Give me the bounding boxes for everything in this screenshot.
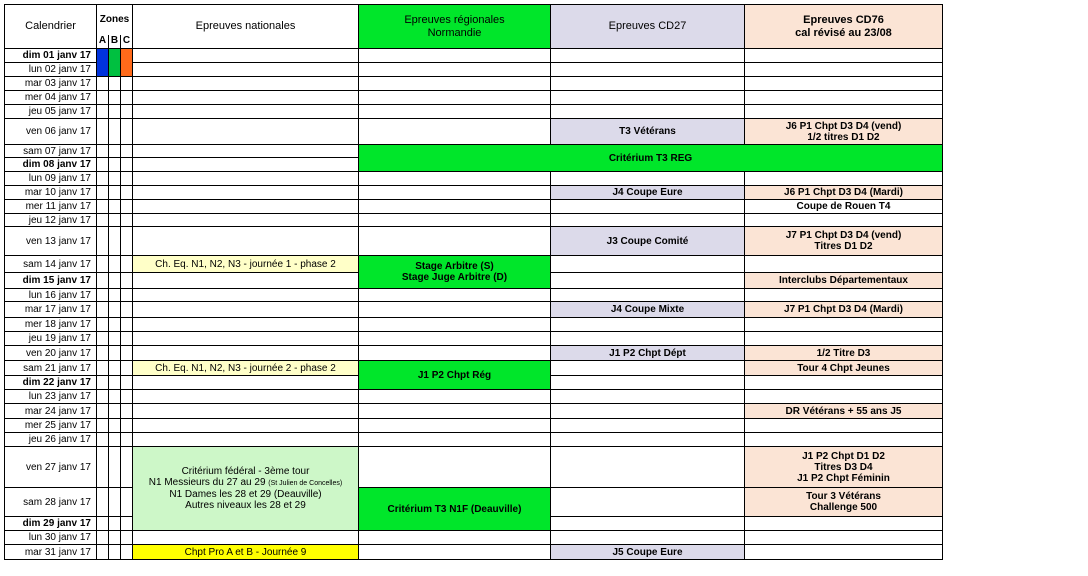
reg-cell bbox=[359, 447, 551, 488]
cd76-cell bbox=[745, 332, 943, 346]
zone-b-cell bbox=[109, 419, 121, 433]
zone-a-cell bbox=[97, 318, 109, 332]
zone-c-cell bbox=[121, 488, 133, 517]
zone-a-cell bbox=[97, 488, 109, 517]
nat-cell bbox=[133, 91, 359, 105]
zone-b-cell bbox=[109, 346, 121, 361]
reg-cell bbox=[359, 91, 551, 105]
date-cell: mar 24 janv 17 bbox=[5, 404, 97, 419]
date-cell: mar 03 janv 17 bbox=[5, 77, 97, 91]
zone-a-color bbox=[97, 49, 109, 77]
header-regionales-line1: Epreuves régionales bbox=[404, 13, 505, 26]
zone-a-cell bbox=[97, 145, 109, 158]
cd76-event: J7 P1 Chpt D3 D4 (Mardi) bbox=[745, 302, 943, 318]
cd76-cell bbox=[745, 105, 943, 119]
nat-cell bbox=[133, 332, 359, 346]
reg-cell bbox=[359, 346, 551, 361]
zone-c-cell bbox=[121, 91, 133, 105]
nat-cell bbox=[133, 186, 359, 200]
header-cd76 bbox=[745, 5, 943, 49]
zone-b-color bbox=[109, 49, 121, 77]
reg-cell bbox=[359, 63, 551, 77]
zone-a-cell bbox=[97, 302, 109, 318]
cd27-event: T3 Vétérans bbox=[551, 119, 745, 145]
reg-cell bbox=[359, 214, 551, 227]
date-cell: lun 02 janv 17 bbox=[5, 63, 97, 77]
cd76-cell bbox=[745, 433, 943, 447]
date-cell: sam 28 janv 17 bbox=[5, 488, 97, 517]
nat-cell bbox=[133, 531, 359, 545]
reg-cell bbox=[359, 105, 551, 119]
zone-b-cell bbox=[109, 488, 121, 517]
cd27-cell bbox=[551, 214, 745, 227]
cd76-event-line: J7 P1 Chpt D3 D4 (vend) bbox=[785, 230, 902, 241]
cd76-cell bbox=[745, 517, 943, 531]
zone-c-color bbox=[121, 49, 133, 77]
cd76-event bbox=[745, 447, 943, 488]
cd76-cell bbox=[745, 49, 943, 63]
nat-cell bbox=[133, 200, 359, 214]
zone-b-cell bbox=[109, 332, 121, 346]
zone-b-cell bbox=[109, 433, 121, 447]
header-cd27: Epreuves CD27 bbox=[551, 5, 745, 49]
cd27-cell bbox=[551, 390, 745, 404]
zone-a-cell bbox=[97, 227, 109, 256]
cd27-cell bbox=[551, 172, 745, 186]
cd76-event bbox=[745, 488, 943, 517]
zone-a-cell bbox=[97, 517, 109, 531]
header-regionales-line2: Normandie bbox=[427, 26, 482, 39]
zone-a-cell bbox=[97, 214, 109, 227]
zone-b-cell bbox=[109, 376, 121, 390]
nat-cell bbox=[133, 404, 359, 419]
zone-c-cell bbox=[121, 433, 133, 447]
nat-cell bbox=[133, 214, 359, 227]
header-nationales: Epreuves nationales bbox=[133, 5, 359, 49]
zone-a-cell bbox=[97, 256, 109, 273]
nat-cell bbox=[133, 63, 359, 77]
cd27-cell bbox=[551, 376, 745, 390]
reg-cell bbox=[359, 227, 551, 256]
nat-cell bbox=[133, 227, 359, 256]
nat-cell bbox=[133, 172, 359, 186]
reg-event-line: Stage Juge Arbitre (D) bbox=[401, 272, 508, 283]
nat-cell bbox=[133, 390, 359, 404]
cd27-cell bbox=[551, 433, 745, 447]
zone-a-cell bbox=[97, 531, 109, 545]
date-cell: jeu 12 janv 17 bbox=[5, 214, 97, 227]
date-cell: jeu 05 janv 17 bbox=[5, 105, 97, 119]
cd27-cell bbox=[551, 49, 745, 63]
reg-cell bbox=[359, 200, 551, 214]
cd27-cell bbox=[551, 77, 745, 91]
reg-event bbox=[359, 256, 551, 289]
reg-event: Critérium T3 N1F (Deauville) bbox=[359, 488, 551, 531]
zone-b-cell bbox=[109, 186, 121, 200]
date-cell: lun 30 janv 17 bbox=[5, 531, 97, 545]
nat-cell bbox=[133, 119, 359, 145]
zone-c-cell bbox=[121, 332, 133, 346]
date-cell: mer 25 janv 17 bbox=[5, 419, 97, 433]
zone-a-cell bbox=[97, 361, 109, 376]
cd27-cell bbox=[551, 105, 745, 119]
zone-c-cell bbox=[121, 200, 133, 214]
zone-b-cell bbox=[109, 77, 121, 91]
cd76-event-line: J1 P2 Chpt Féminin bbox=[797, 472, 890, 484]
zone-c-cell bbox=[121, 214, 133, 227]
date-cell: sam 21 janv 17 bbox=[5, 361, 97, 376]
date-cell: dim 08 janv 17 bbox=[5, 158, 97, 172]
cd76-cell bbox=[745, 77, 943, 91]
nat-event: Chpt Pro A et B - Journée 9 bbox=[133, 545, 359, 560]
zone-c-cell bbox=[121, 105, 133, 119]
zone-c-cell bbox=[121, 186, 133, 200]
nat-cell bbox=[133, 145, 359, 158]
cd76-cell bbox=[745, 531, 943, 545]
nat-event-line: Autres niveaux les 28 et 29 bbox=[185, 500, 306, 511]
zone-c-cell bbox=[121, 419, 133, 433]
zone-c-cell bbox=[121, 390, 133, 404]
zone-a-cell bbox=[97, 404, 109, 419]
zone-a-cell bbox=[97, 91, 109, 105]
cd27-cell bbox=[551, 419, 745, 433]
zone-c-cell bbox=[121, 256, 133, 273]
date-cell: lun 16 janv 17 bbox=[5, 289, 97, 302]
zone-c-cell bbox=[121, 361, 133, 376]
date-cell: ven 13 janv 17 bbox=[5, 227, 97, 256]
date-cell: mar 17 janv 17 bbox=[5, 302, 97, 318]
zone-c-cell bbox=[121, 376, 133, 390]
zone-b-cell bbox=[109, 119, 121, 145]
zone-b-cell bbox=[109, 200, 121, 214]
cd76-cell bbox=[745, 419, 943, 433]
zone-b-cell bbox=[109, 289, 121, 302]
reg-cell bbox=[359, 332, 551, 346]
zone-c-cell bbox=[121, 227, 133, 256]
zone-a-cell bbox=[97, 447, 109, 488]
reg-cell bbox=[359, 119, 551, 145]
cd76-cell bbox=[745, 390, 943, 404]
cd27-event: J4 Coupe Mixte bbox=[551, 302, 745, 318]
cd27-cell bbox=[551, 447, 745, 488]
cd27-event: J3 Coupe Comité bbox=[551, 227, 745, 256]
cd76-cell bbox=[745, 214, 943, 227]
reg-cell bbox=[359, 186, 551, 200]
zone-a-cell bbox=[97, 186, 109, 200]
cd27-cell bbox=[551, 63, 745, 77]
cd76-cell bbox=[745, 318, 943, 332]
zone-c-cell bbox=[121, 289, 133, 302]
cd76-event-line: Titres D3 D4 bbox=[814, 461, 873, 473]
reg-cell bbox=[359, 77, 551, 91]
reg-cell bbox=[359, 545, 551, 560]
cd27-event: J5 Coupe Eure bbox=[551, 545, 745, 560]
date-cell: jeu 26 janv 17 bbox=[5, 433, 97, 447]
zone-b-cell bbox=[109, 273, 121, 289]
zone-a-cell bbox=[97, 158, 109, 172]
date-cell: dim 29 janv 17 bbox=[5, 517, 97, 531]
reg-event-line: Stage Arbitre (S) bbox=[415, 261, 494, 272]
cd76-cell bbox=[745, 63, 943, 77]
zone-a-cell bbox=[97, 105, 109, 119]
zone-c-cell bbox=[121, 346, 133, 361]
date-cell: dim 01 janv 17 bbox=[5, 49, 97, 63]
zone-c-cell bbox=[121, 119, 133, 145]
date-cell: lun 09 janv 17 bbox=[5, 172, 97, 186]
zone-b-cell bbox=[109, 361, 121, 376]
nat-event-line: N1 Dames les 28 et 29 (Deauville) bbox=[169, 489, 322, 500]
zone-c-cell bbox=[121, 172, 133, 186]
reg-cell bbox=[359, 172, 551, 186]
nat-cell bbox=[133, 289, 359, 302]
nat-cell bbox=[133, 376, 359, 390]
nat-event-note: (St Julien de Concelles) bbox=[268, 480, 343, 487]
header-zones: Zones bbox=[97, 5, 133, 35]
cd76-event: DR Vétérans + 55 ans J5 bbox=[745, 404, 943, 419]
reg-cell bbox=[359, 433, 551, 447]
reg-cell bbox=[359, 419, 551, 433]
calendar-table bbox=[4, 4, 943, 560]
nat-event-line: Critérium fédéral - 3ème tour bbox=[181, 466, 310, 477]
header-regionales bbox=[359, 5, 551, 49]
zone-b-cell bbox=[109, 531, 121, 545]
zone-b-cell bbox=[109, 447, 121, 488]
reg-cell bbox=[359, 531, 551, 545]
date-cell: mar 31 janv 17 bbox=[5, 545, 97, 560]
zone-a-label: A bbox=[97, 35, 109, 49]
nat-cell bbox=[133, 49, 359, 63]
zone-a-cell bbox=[97, 119, 109, 145]
cd27-cell bbox=[551, 488, 745, 517]
cd76-event-line: 1/2 titres D1 D2 bbox=[807, 131, 880, 143]
header-calendrier: Calendrier bbox=[5, 5, 97, 49]
cd76-event bbox=[745, 227, 943, 256]
cd27-cell bbox=[551, 91, 745, 105]
cd76-cell bbox=[745, 91, 943, 105]
zone-c-cell bbox=[121, 531, 133, 545]
header-cd76-line2: cal révisé au 23/08 bbox=[795, 26, 892, 39]
date-cell: mer 04 janv 17 bbox=[5, 91, 97, 105]
zone-b-cell bbox=[109, 318, 121, 332]
cd76-event: J6 P1 Chpt D3 D4 (Mardi) bbox=[745, 186, 943, 200]
reg-cell bbox=[359, 318, 551, 332]
zone-c-cell bbox=[121, 404, 133, 419]
cd76-event: Coupe de Rouen T4 bbox=[745, 200, 943, 214]
zone-b-cell bbox=[109, 390, 121, 404]
zone-b-cell bbox=[109, 214, 121, 227]
zone-c-cell bbox=[121, 77, 133, 91]
zone-c-cell bbox=[121, 145, 133, 158]
nat-cell bbox=[133, 433, 359, 447]
cd27-event: J1 P2 Chpt Dépt bbox=[551, 346, 745, 361]
cd76-event-line: J1 P2 Chpt D1 D2 bbox=[802, 450, 885, 462]
date-cell: ven 20 janv 17 bbox=[5, 346, 97, 361]
date-cell: dim 15 janv 17 bbox=[5, 273, 97, 289]
cd27-cell bbox=[551, 531, 745, 545]
zone-b-cell bbox=[109, 404, 121, 419]
nat-cell bbox=[133, 346, 359, 361]
nat-cell bbox=[133, 77, 359, 91]
date-cell: mar 10 janv 17 bbox=[5, 186, 97, 200]
date-cell: mer 11 janv 17 bbox=[5, 200, 97, 214]
zone-a-cell bbox=[97, 346, 109, 361]
nat-cell bbox=[133, 302, 359, 318]
cd76-cell bbox=[745, 545, 943, 560]
zone-b-cell bbox=[109, 302, 121, 318]
zone-b-cell bbox=[109, 517, 121, 531]
cd76-cell bbox=[745, 256, 943, 273]
cd76-event: Interclubs Départementaux bbox=[745, 273, 943, 289]
nat-event: Ch. Eq. N1, N2, N3 - journée 2 - phase 2 bbox=[133, 361, 359, 376]
cd27-cell bbox=[551, 256, 745, 273]
date-cell: mer 18 janv 17 bbox=[5, 318, 97, 332]
zone-b-label: B bbox=[109, 35, 121, 49]
cd76-event: 1/2 Titre D3 bbox=[745, 346, 943, 361]
zone-a-cell bbox=[97, 376, 109, 390]
zone-b-cell bbox=[109, 158, 121, 172]
zone-a-cell bbox=[97, 200, 109, 214]
cd27-cell bbox=[551, 404, 745, 419]
date-cell: jeu 19 janv 17 bbox=[5, 332, 97, 346]
cd76-event: Tour 4 Chpt Jeunes bbox=[745, 361, 943, 376]
cd76-cell bbox=[745, 289, 943, 302]
date-cell: sam 14 janv 17 bbox=[5, 256, 97, 273]
zone-b-cell bbox=[109, 145, 121, 158]
zone-a-cell bbox=[97, 273, 109, 289]
reg-event: Critérium T3 REG bbox=[359, 145, 943, 172]
cd27-cell bbox=[551, 332, 745, 346]
cd76-event bbox=[745, 119, 943, 145]
nat-event: Ch. Eq. N1, N2, N3 - journée 1 - phase 2 bbox=[133, 256, 359, 273]
reg-cell bbox=[359, 49, 551, 63]
cd76-event-line: Challenge 500 bbox=[809, 502, 878, 513]
cd76-event-line: Tour 3 Vétérans bbox=[806, 491, 881, 502]
date-cell: lun 23 janv 17 bbox=[5, 390, 97, 404]
zone-a-cell bbox=[97, 419, 109, 433]
zone-c-cell bbox=[121, 302, 133, 318]
zone-a-cell bbox=[97, 545, 109, 560]
cd76-event-line: J6 P1 Chpt D3 D4 (vend) bbox=[785, 120, 902, 132]
zone-a-cell bbox=[97, 172, 109, 186]
zone-a-cell bbox=[97, 332, 109, 346]
cd27-cell bbox=[551, 517, 745, 531]
date-cell: ven 27 janv 17 bbox=[5, 447, 97, 488]
zone-b-cell bbox=[109, 91, 121, 105]
cd76-event-line: Titres D1 D2 bbox=[814, 241, 873, 252]
zone-b-cell bbox=[109, 227, 121, 256]
nat-event bbox=[133, 447, 359, 531]
zone-b-cell bbox=[109, 256, 121, 273]
zone-b-cell bbox=[109, 105, 121, 119]
zone-a-cell bbox=[97, 77, 109, 91]
nat-cell bbox=[133, 273, 359, 289]
reg-cell bbox=[359, 289, 551, 302]
reg-cell bbox=[359, 404, 551, 419]
date-cell: ven 06 janv 17 bbox=[5, 119, 97, 145]
zone-c-cell bbox=[121, 273, 133, 289]
cd27-cell bbox=[551, 289, 745, 302]
zone-c-cell bbox=[121, 447, 133, 488]
zone-a-cell bbox=[97, 433, 109, 447]
zone-b-cell bbox=[109, 172, 121, 186]
reg-event: J1 P2 Chpt Rég bbox=[359, 361, 551, 390]
zone-a-cell bbox=[97, 390, 109, 404]
nat-cell bbox=[133, 318, 359, 332]
zone-b-cell bbox=[109, 545, 121, 560]
nat-cell bbox=[133, 419, 359, 433]
cd27-cell bbox=[551, 200, 745, 214]
zone-c-cell bbox=[121, 318, 133, 332]
zone-c-cell bbox=[121, 517, 133, 531]
date-cell: dim 22 janv 17 bbox=[5, 376, 97, 390]
cd27-cell bbox=[551, 318, 745, 332]
reg-cell bbox=[359, 302, 551, 318]
nat-event-line: N1 Messieurs du 27 au 29 bbox=[148, 477, 266, 488]
reg-cell bbox=[359, 390, 551, 404]
cd76-cell bbox=[745, 172, 943, 186]
zone-c-label: C bbox=[121, 35, 133, 49]
header-cd76-line1: Epreuves CD76 bbox=[803, 13, 884, 26]
cd27-cell bbox=[551, 273, 745, 289]
cd76-cell bbox=[745, 376, 943, 390]
cd27-cell bbox=[551, 361, 745, 376]
date-cell: sam 07 janv 17 bbox=[5, 145, 97, 158]
nat-cell bbox=[133, 158, 359, 172]
zone-c-cell bbox=[121, 545, 133, 560]
zone-c-cell bbox=[121, 158, 133, 172]
zone-a-cell bbox=[97, 289, 109, 302]
cd27-event: J4 Coupe Eure bbox=[551, 186, 745, 200]
nat-cell bbox=[133, 105, 359, 119]
